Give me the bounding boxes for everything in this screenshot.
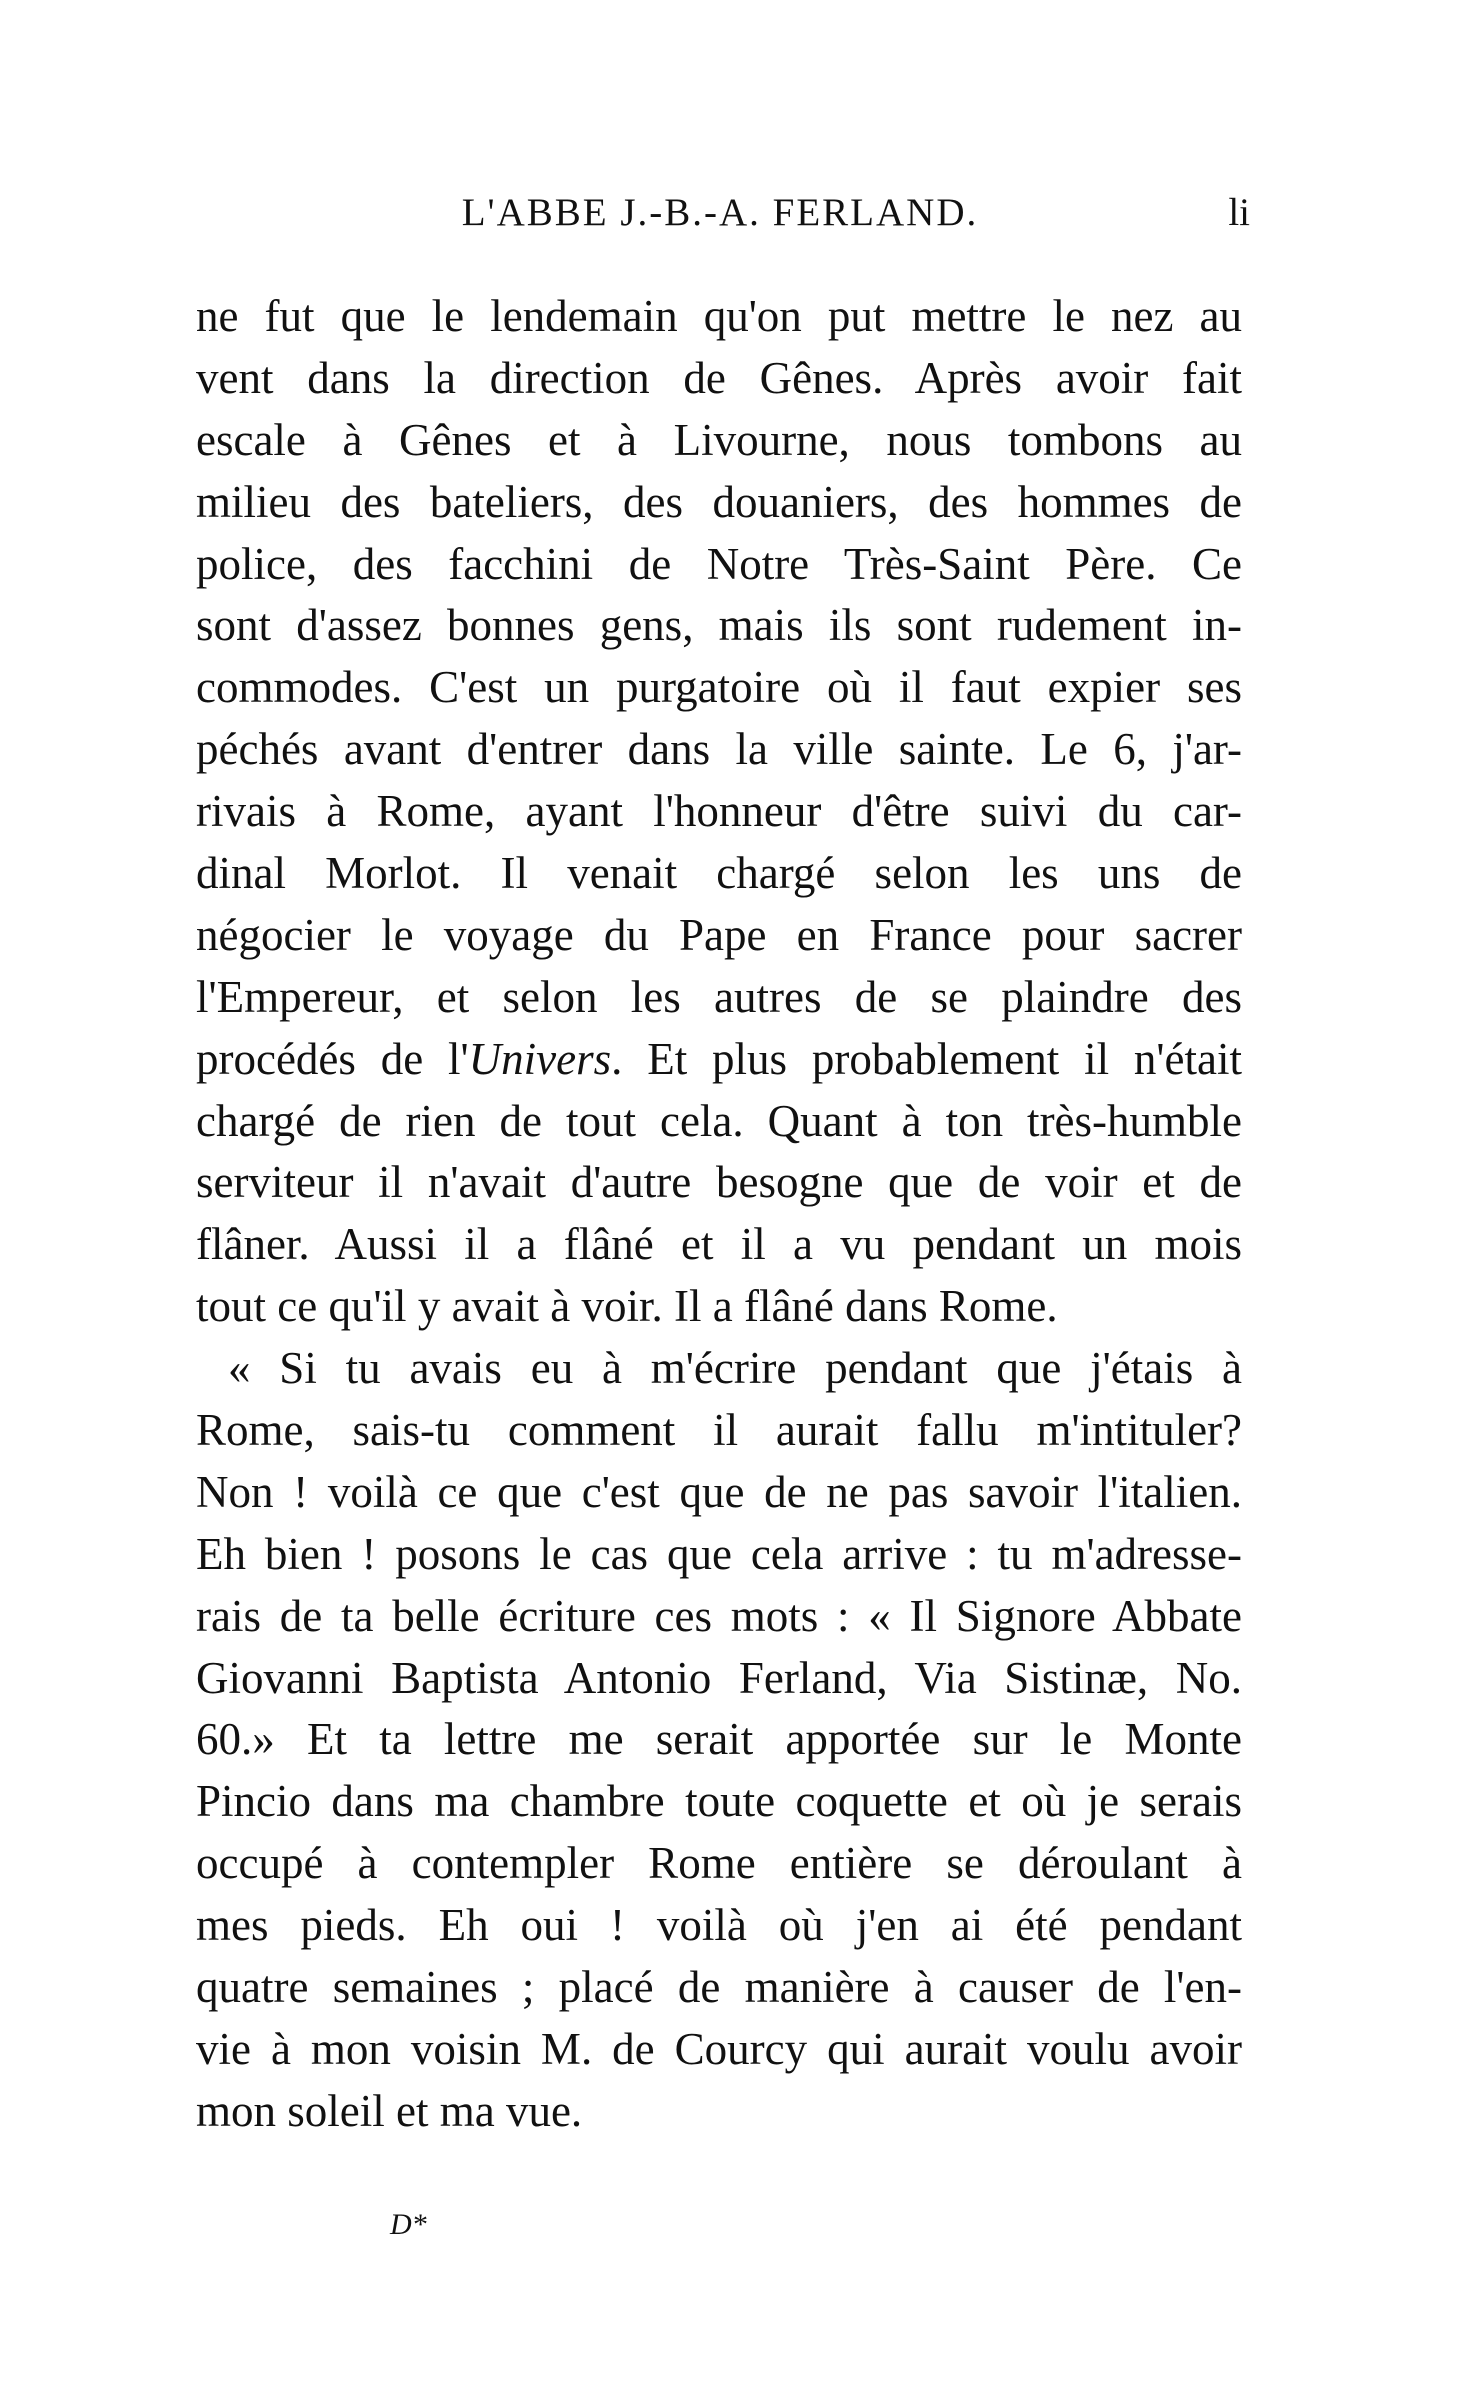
text-line: tout ce qu'il y avait à voir. Il a flâné dans Rome. (196, 1281, 1058, 1332)
text-line: escale à Gênes et à Livourne, nous tombons au (196, 414, 1242, 465)
text-line: « Si tu avais eu à m'écrire pendant que j'étais à (228, 1343, 1242, 1394)
text-line: chargé de rien de tout cela. Quant à ton très-humble (196, 1095, 1242, 1146)
journal-title: Univers (468, 1033, 612, 1084)
text-line: commodes. C'est un purgatoire où il faut expier ses (196, 662, 1242, 713)
text-line: rais de ta belle écriture ces mots : « Il Signore Abbate (196, 1590, 1242, 1641)
text-line: vie à mon voisin M. de Courcy qui aurait voulu avoir (196, 2023, 1242, 2074)
text-line: vent dans la direction de Gênes. Après avoir fait (196, 352, 1242, 403)
text-line: Eh bien ! posons le cas que cela arrive : tu m'adresse- (196, 1528, 1242, 1579)
text-line: Pincio dans ma chambre toute coquette et où je serais (196, 1776, 1242, 1827)
text-line: ne fut que le lendemain qu'on put mettre le nez au (196, 291, 1242, 341)
text-line: Giovanni Baptista Antonio Ferland, Via Sistinæ, No. (196, 1652, 1242, 1703)
text-line: 60.» Et ta lettre me serait apportée sur le Monte (196, 1714, 1242, 1765)
text-line: quatre semaines ; placé de manière à causer de l'en- (196, 1962, 1242, 2013)
text-line: dinal Morlot. Il venait chargé selon les uns de (196, 848, 1242, 899)
text-line: péchés avant d'entrer dans la ville sainte. Le 6, j'ar- (196, 724, 1242, 775)
text-line: mes pieds. Eh oui ! voilà où j'en ai été pendant (196, 1900, 1242, 1951)
page-header (190, 190, 1250, 250)
running-head: L'ABBE J.-B.-A. FERLAND. (461, 191, 979, 234)
signature-mark: D* (390, 2208, 427, 2241)
page-number: li (1228, 191, 1250, 234)
text-line: procédés de l'Univers. Et plus probablement il n'était (196, 1033, 1242, 1084)
text-line: flâner. Aussi il a flâné et il a vu pendant un mois (196, 1219, 1242, 1270)
text-line: négocier le voyage du Pape en France pour sacrer (196, 909, 1242, 960)
text-line: l'Empereur, et selon les autres de se plaindre des (196, 971, 1242, 1022)
text-line: sont d'assez bonnes gens, mais ils sont rudement in- (196, 600, 1242, 651)
text-line: occupé à contempler Rome entière se déroulant à (196, 1838, 1242, 1889)
text-line: milieu des bateliers, des douaniers, des hommes de (196, 476, 1242, 527)
text-line: rivais à Rome, ayant l'honneur d'être suivi du car- (196, 786, 1242, 837)
text-line: Rome, sais-tu comment il aurait fallu m'intituler? (196, 1405, 1242, 1456)
body-text (196, 286, 1242, 2143)
text-line: mon soleil et ma vue. (196, 2085, 583, 2136)
text-line: serviteur il n'avait d'autre besogne que de voir et de (196, 1157, 1242, 1208)
text-line: police, des facchini de Notre Très-Saint Père. Ce (196, 538, 1242, 589)
text-line: Non ! voilà ce que c'est que de ne pas savoir l'italien. (196, 1466, 1242, 1517)
